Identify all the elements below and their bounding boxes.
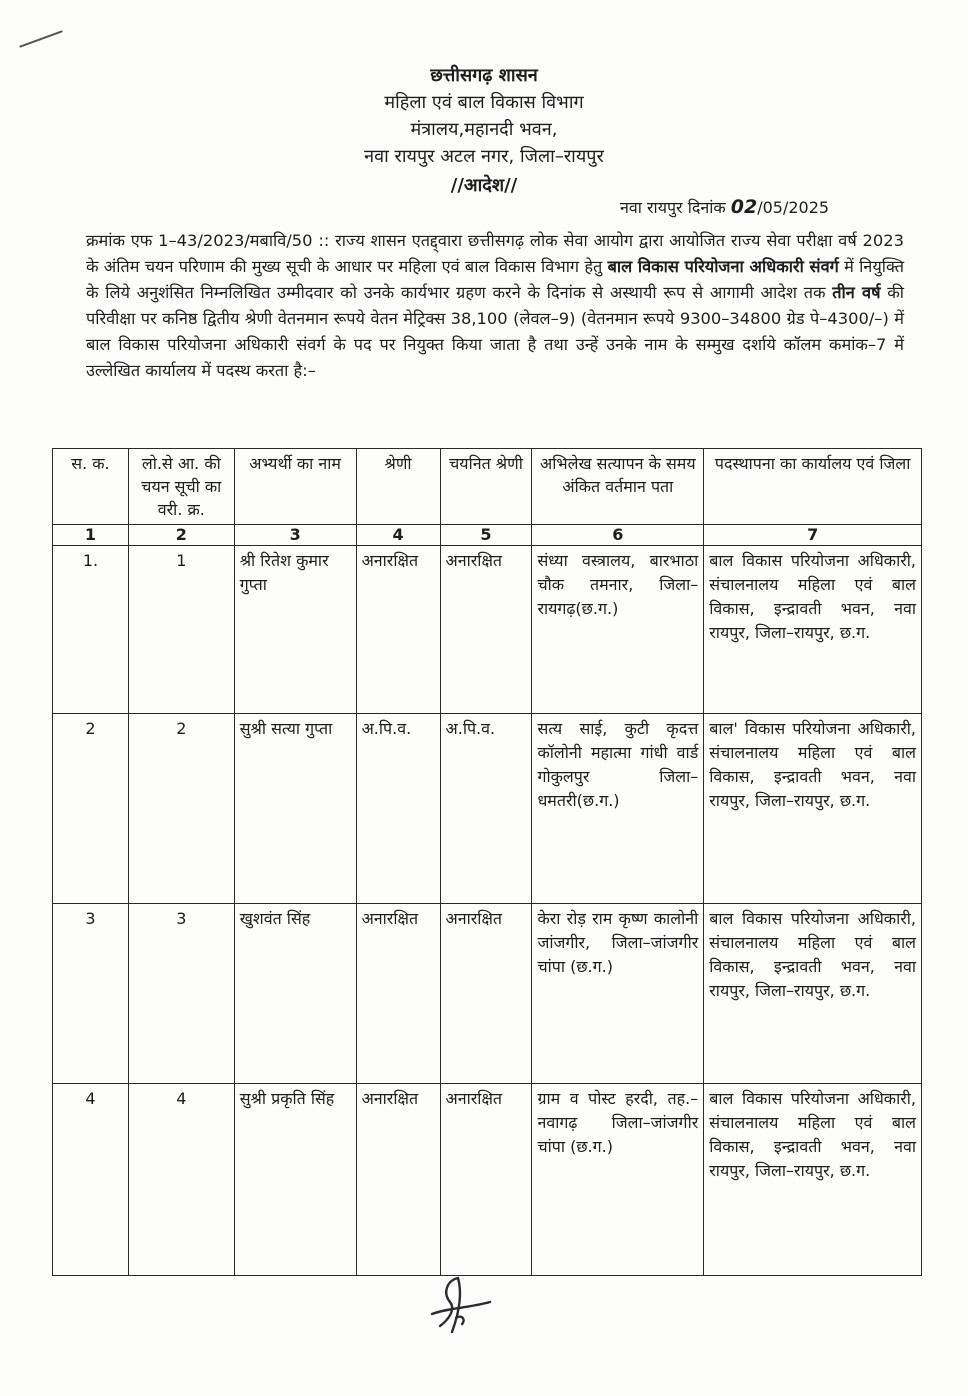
body-bold-cadre: बाल विकास परियोजना अधिकारी संवर्ग bbox=[607, 257, 839, 277]
table-row bbox=[53, 1084, 922, 1276]
col-number: 6 bbox=[532, 525, 704, 546]
date-rest: /05/2025 bbox=[757, 198, 830, 217]
cell-merit: 4 bbox=[128, 1084, 234, 1276]
body-text-1: क्रमांक एफ 1–43/2023/मबावि/50 :: राज्य शासन एतद्द्वारा छत्तीसगढ़ लोक सेवा आयोग द्वारा आयोजित राज्य सेवा परीक्षा वर्ष 2023 के अंतिम चयन परिणाम की मुख्य सूची के आधार पर महिला एवं बाल विकास विभाग हेतु bbox=[86, 231, 904, 277]
cell-address: केरा रोड़ राम कृष्ण कालोनी जांजगीर, जिला–जांजगीर चांपा (छ.ग.) bbox=[532, 904, 704, 1084]
date-day-handwritten: 02 bbox=[730, 196, 758, 218]
cell-name: श्री रितेश कुमार गुप्ता bbox=[234, 546, 356, 714]
cell-category: अ.पि.व. bbox=[356, 714, 440, 904]
table-row bbox=[53, 714, 922, 904]
cell-selected-category: अनारक्षित bbox=[440, 904, 532, 1084]
table-header-row bbox=[53, 449, 922, 525]
department-name: महिला एवं बाल विकास विभाग bbox=[384, 92, 584, 113]
cell-category: अनारक्षित bbox=[356, 1084, 440, 1276]
cell-address: संध्या वस्त्रालय, बारभाठा चौक तमनार, जिला–रायगढ़(छ.ग.) bbox=[532, 546, 704, 714]
cell-sno: 3 bbox=[53, 904, 129, 1084]
signature-mark bbox=[418, 1272, 508, 1338]
order-title: //आदेश// bbox=[450, 175, 518, 196]
body-text-3: की परिवीक्षा पर कनिष्ठ द्वितीय श्रेणी वेतनमान रूपये वेतन मेट्रिक्स 38,100 (लेवल–9) (वेतनमान रूपये 9300–34800 ग्रेड पे–4300/–) में बाल विकास परियोजना अधिकारी संवर्ग के पद पर नियुक्त किया जाता है तथा उन्हें उनके नाम के सम्मुख दर्शाये कॉलम कमांक–7 में उल्लेखित कार्यालय में पदस्थ करता है:– bbox=[86, 283, 904, 381]
cell-address: सत्य साई, कुटी कृदत्त कॉलोनी महात्मा गांधी वार्ड गोकुलपुर जिला–धमतरी(छ.ग.) bbox=[532, 714, 704, 904]
col-number: 1 bbox=[53, 525, 129, 546]
col-header-merit: लो.से आ. की चयन सूची का वरी. क्र. bbox=[128, 449, 234, 525]
cell-name: खुशवंत सिंह bbox=[234, 904, 356, 1084]
cell-posting: बाल विकास परियोजना अधिकारी, संचालनालय महिला एवं बाल विकास, इन्द्रावती भवन, नवा रायपुर, जिला–रायपुर, छ.ग. bbox=[704, 1084, 922, 1276]
order-date bbox=[620, 196, 829, 218]
cell-posting: बाल विकास परियोजना अधिकारी, संचालनालय महिला एवं बाल विकास, इन्द्रावती भवन, नवा रायपुर, जिला–रायपुर, छ.ग. bbox=[704, 546, 922, 714]
building-address: मंत्रालय,महानदी भवन, bbox=[410, 119, 558, 140]
body-bold-period: तीन वर्ष bbox=[832, 283, 881, 303]
col-header-address: अभिलेख सत्यापन के समय अंकित वर्तमान पता bbox=[532, 449, 704, 525]
city-address: नवा रायपुर अटल नगर, जिला–रायपुर bbox=[364, 146, 604, 167]
col-number: 7 bbox=[704, 525, 922, 546]
cell-selected-category: अनारक्षित bbox=[440, 546, 532, 714]
cell-merit: 3 bbox=[128, 904, 234, 1084]
government-name: छत्तीसगढ़ शासन bbox=[430, 65, 538, 86]
letterhead bbox=[0, 62, 968, 170]
cell-selected-category: अनारक्षित bbox=[440, 1084, 532, 1276]
table-row bbox=[53, 546, 922, 714]
col-number: 3 bbox=[234, 525, 356, 546]
cell-sno: 4 bbox=[53, 1084, 129, 1276]
cell-name: सुश्री सत्या गुप्ता bbox=[234, 714, 356, 904]
cell-category: अनारक्षित bbox=[356, 546, 440, 714]
pen-mark bbox=[19, 30, 63, 48]
cell-name: सुश्री प्रकृति सिंह bbox=[234, 1084, 356, 1276]
table-row bbox=[53, 904, 922, 1084]
col-header-selected-category: चयनित श्रेणी bbox=[440, 449, 532, 525]
cell-posting: बाल विकास परियोजना अधिकारी, संचालनालय महिला एवं बाल विकास, इन्द्रावती भवन, नवा रायपुर, जिला–रायपुर, छ.ग. bbox=[704, 904, 922, 1084]
cell-merit: 1 bbox=[128, 546, 234, 714]
cell-sno: 1. bbox=[53, 546, 129, 714]
cell-category: अनारक्षित bbox=[356, 904, 440, 1084]
cell-selected-category: अ.पि.व. bbox=[440, 714, 532, 904]
col-header-category: श्रेणी bbox=[356, 449, 440, 525]
order-body bbox=[86, 228, 904, 385]
col-number: 5 bbox=[440, 525, 532, 546]
col-number: 4 bbox=[356, 525, 440, 546]
cell-address: ग्राम व पोस्ट हरदी, तह.–नवागढ़ जिला–जांजगीर चांपा (छ.ग.) bbox=[532, 1084, 704, 1276]
body-text-2: में नियुक्ति के लिये अनुशंसित निम्नलिखित उम्मीदवार को उनके कार्यभार ग्रहण करने के दिनांक से अस्थायी रूप से आगामी आदेश तक bbox=[86, 257, 904, 303]
date-prefix: नवा रायपुर दिनांक bbox=[620, 198, 726, 217]
cell-sno: 2 bbox=[53, 714, 129, 904]
col-header-sno: स. क. bbox=[53, 449, 129, 525]
col-number: 2 bbox=[128, 525, 234, 546]
cell-merit: 2 bbox=[128, 714, 234, 904]
column-number-row bbox=[53, 525, 922, 546]
col-header-posting: पदस्थापना का कार्यालय एवं जिला bbox=[704, 449, 922, 525]
col-header-name: अभ्यर्थी का नाम bbox=[234, 449, 356, 525]
cell-posting: बाल' विकास परियोजना अधिकारी, संचालनालय महिला एवं बाल विकास, इन्द्रावती भवन, नवा रायपुर, जिला–रायपुर, छ.ग. bbox=[704, 714, 922, 904]
appointment-table bbox=[52, 448, 922, 1276]
